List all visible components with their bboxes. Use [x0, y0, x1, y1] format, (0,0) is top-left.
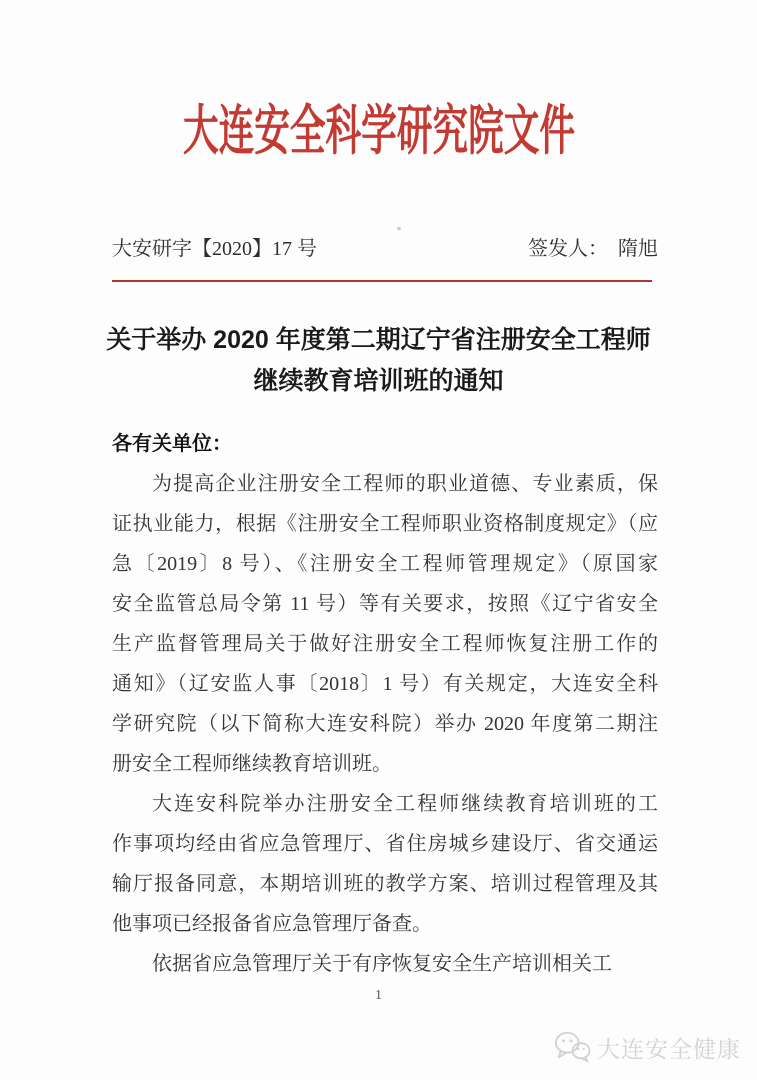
body-line: 生产监督管理局关于做好注册安全工程师恢复注册工作的 [112, 633, 658, 655]
scan-speck [397, 227, 401, 230]
body-line: 依据省应急管理厅关于有序恢复安全生产培训相关工 [152, 953, 612, 975]
body-line: 为提高企业注册安全工程师的职业道德、专业素质，保 [152, 473, 658, 495]
body-line: 作事项均经由省应急管理厅、省住房城乡建设厅、省交通运 [112, 833, 658, 855]
document-paragraphs [112, 464, 658, 984]
salutation: 各有关单位： [112, 433, 232, 455]
body-line: 证执业能力，根据《注册安全工程师职业资格制度规定》（应 [112, 513, 658, 535]
body-line: 急〔2019〕8 号）、《注册安全工程师管理规定》（原国家 [112, 553, 658, 575]
paragraph [112, 464, 658, 784]
body-line: 他事项已经报备省应急管理厅备查。 [112, 913, 432, 935]
document-title [0, 320, 757, 402]
document-header-title-text: 大连安全科学研究院文件 [182, 101, 575, 161]
wechat-icon [553, 1030, 591, 1064]
issuer [528, 236, 658, 262]
body-line: 学研究院（以下简称大连安科院）举办 2020 年度第二期注 [112, 713, 658, 735]
body-line: 安全监管总局令第 11 号）等有关要求，按照《辽宁省安全 [112, 593, 658, 615]
issuer-name: 隋旭 [618, 238, 658, 260]
body-line: 通知》（辽安监人事〔2018〕1 号）有关规定，大连安全科 [112, 673, 658, 695]
document-title-line1: 关于举办 2020 年度第二期辽宁省注册安全工程师 [106, 326, 651, 354]
body-line: 大连安科院举办注册安全工程师继续教育培训班的工 [152, 793, 658, 815]
document-body [112, 424, 658, 984]
doc-number: 大安研字【2020】17 号 [112, 238, 317, 260]
paragraph [112, 944, 658, 984]
issuer-label: 签发人： [528, 238, 608, 260]
document-header-title [0, 100, 757, 162]
body-line: 册安全工程师继续教育培训班。 [112, 753, 392, 775]
watermark-text: 大连安全健康 [597, 1035, 741, 1062]
body-line: 输厅报备同意，本期培训班的教学方案、培训过程管理及其 [112, 873, 658, 895]
red-divider-line [112, 280, 652, 282]
watermark [553, 1030, 741, 1064]
document-title-line2: 继续教育培训班的通知 [253, 367, 504, 395]
paragraph [112, 784, 658, 944]
doc-meta-row [112, 236, 658, 262]
page-number: 1 [375, 988, 382, 1003]
